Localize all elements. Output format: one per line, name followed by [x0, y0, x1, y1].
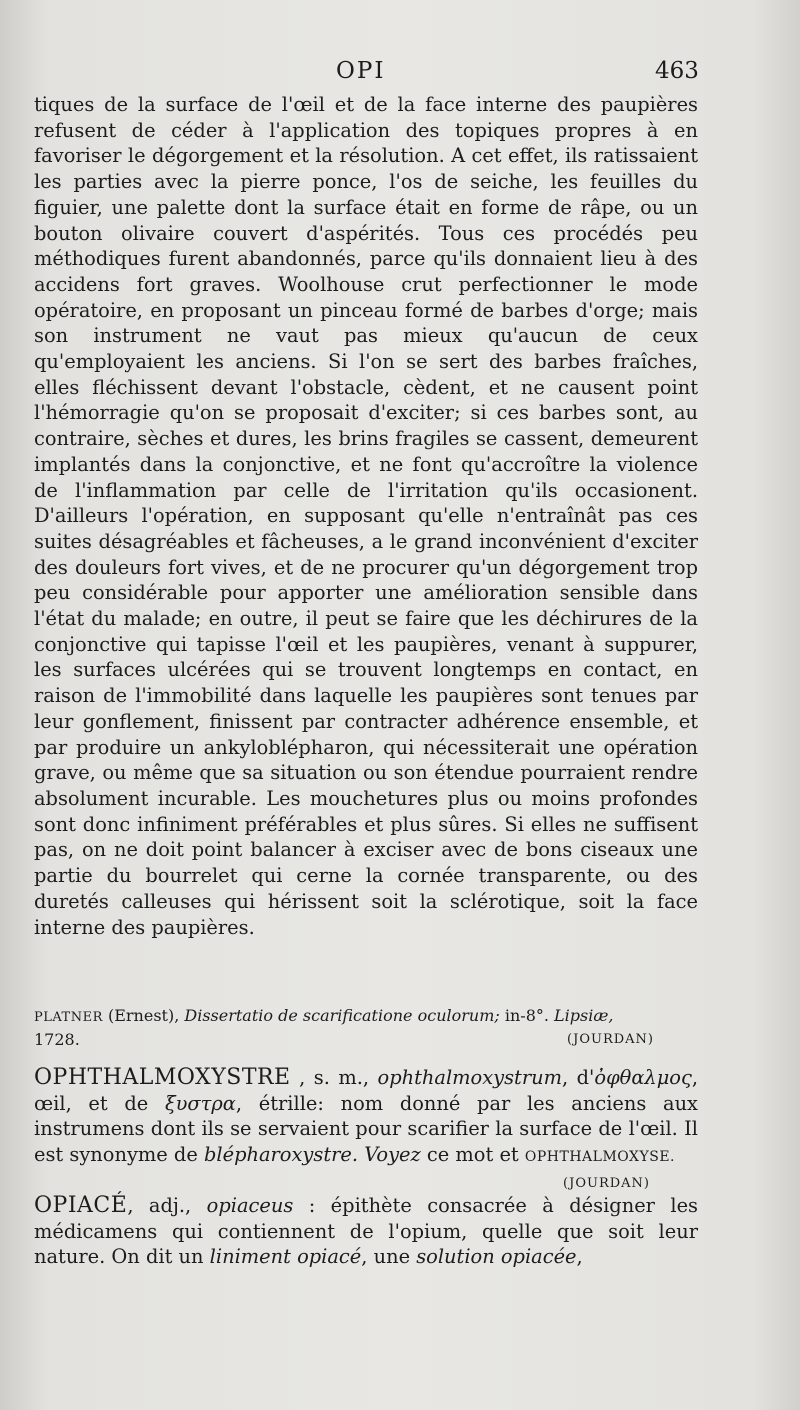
- bibliography-place: Lipsiæ,: [554, 1006, 614, 1025]
- entry-greek: ὀφθαλμος: [594, 1066, 692, 1089]
- entry-latin: ophthalmoxystrum: [377, 1066, 562, 1089]
- entry-latin: opiaceus: [206, 1194, 294, 1217]
- entry-example: liniment opiacé: [209, 1245, 362, 1269]
- bibliography-author: PLATNER: [34, 1010, 103, 1025]
- entry-text: ce mot et: [426, 1143, 519, 1167]
- entry-synonym: blépharoxystre.: [203, 1143, 359, 1167]
- entry-crossref: OPHTHALMOXYSE.: [524, 1149, 675, 1166]
- entry-headword: OPHTHALMOXYSTRE: [34, 1065, 291, 1090]
- entry-ophthalmoxystre: [34, 1065, 698, 1197]
- body-text: [34, 92, 698, 940]
- entry-grammar: , adj.,: [127, 1194, 192, 1217]
- entry-text: , étrille: nom donné par les anciens aux instrumens dont ils se servaient pour scarifier la surface de l'œil. Il est synonyme de: [34, 1091, 698, 1167]
- bibliography-author-given: (Ernest),: [107, 1006, 180, 1025]
- entry-text: , une: [361, 1245, 411, 1269]
- entry-text: ,: [576, 1245, 583, 1269]
- running-head-word: OPI: [336, 58, 386, 84]
- entry-example: solution opiacée: [416, 1245, 577, 1269]
- bibliography-title: Dissertatio de scarificatione oculorum;: [184, 1006, 500, 1025]
- body-paragraph: tiques de la surface de l'œil et de la face interne des paupières refusent de céder à l'application des topiques propres à en favoriser le dégorgement et la résolution. A cet effet, ils ratissaient les parties avec la pierre ponce, l'os de seiche, les feuilles du figuier, une palette dont la surface était en forme de râpe, ou un bouton olivaire couvert d'aspérités. Tous ces procédés peu méthodiques furent abandonnés, parce qu'ils donnaient lieu à des accidens fort graves. Woolhouse crut perfectionner le mode opératoire, en proposant un pinceau formé de barbes d'orge; mais son instrument ne vaut pas mieux qu'aucun de ceux qu'employaient les anciens. Si l'on se sert des barbes fraîches, elles fléchissent devant l'obstacle, cèdent, et ne causent point l'hémorragie qu'on se proposait d'exciter; si ces barbes sont, au contraire, sèches et dures, les brins fragiles se cassent, demeurent implantés dans la conjonctive, et ne font qu'accroître la violence de l'inflammation par celle de l'irritation qu'ils occasionent. D'ailleurs l'opération, en supposant qu'elle n'entraînât pas ces suites désagréables et fâcheuses, a le grand inconvénient d'exciter des douleurs fort vives, et de ne procurer qu'un dégorgement trop peu considérable pour apporter une amélioration sensible dans l'état du malade; en outre, il peut se faire que les déchirures de la conjonctive qui tapisse l'œil et les paupières, venant à suppurer, les surfaces ulcérées qui se trouvent longtemps en contact, en raison de l'immobilité dans laquelle les paupières sont tenues par leur gonflement, finissent par contracter adhérence ensemble, et par produire un ankyloblépharon, qui nécessiterait une opération grave, ou même que sa situation ou son étendue pourraient rendre absolument incurable. Les mouchetures plus ou moins profondes sont donc infiniment préférables et plus sûres. Si elles ne suffisent pas, on ne doit point balancer à exciser avec de bons ciseaux une partie du bourrelet qui cerne la cornée transparente, ou des duretés calleuses qui hérissent soit la sclérotique, soit la face interne des paupières.: [34, 93, 698, 939]
- bibliography-signature: (JOURDAN): [567, 1032, 654, 1047]
- entry-grammar: , s. m.,: [299, 1066, 370, 1089]
- entry-signature: (JOURDAN): [563, 1175, 650, 1191]
- bibliography-format: in-8°.: [504, 1006, 549, 1025]
- entry-text: , œil, et de: [34, 1066, 699, 1115]
- running-head: [0, 58, 800, 92]
- entry-greek: ξυστρα: [164, 1091, 236, 1115]
- bibliography-year: 1728.: [34, 1030, 80, 1049]
- entry-headword: OPIACÉ: [34, 1193, 128, 1218]
- page-number: 463: [655, 58, 699, 84]
- bibliography-note: [34, 1005, 654, 1051]
- entry-voyez: Voyez: [364, 1143, 421, 1167]
- entry-text: , d': [562, 1066, 595, 1089]
- entry-text: : épithète consacrée à désigner les médicamens qui contiennent de l'opium, quelle que soit leur nature. On dit un: [34, 1194, 698, 1269]
- entry-opiace: [34, 1193, 698, 1270]
